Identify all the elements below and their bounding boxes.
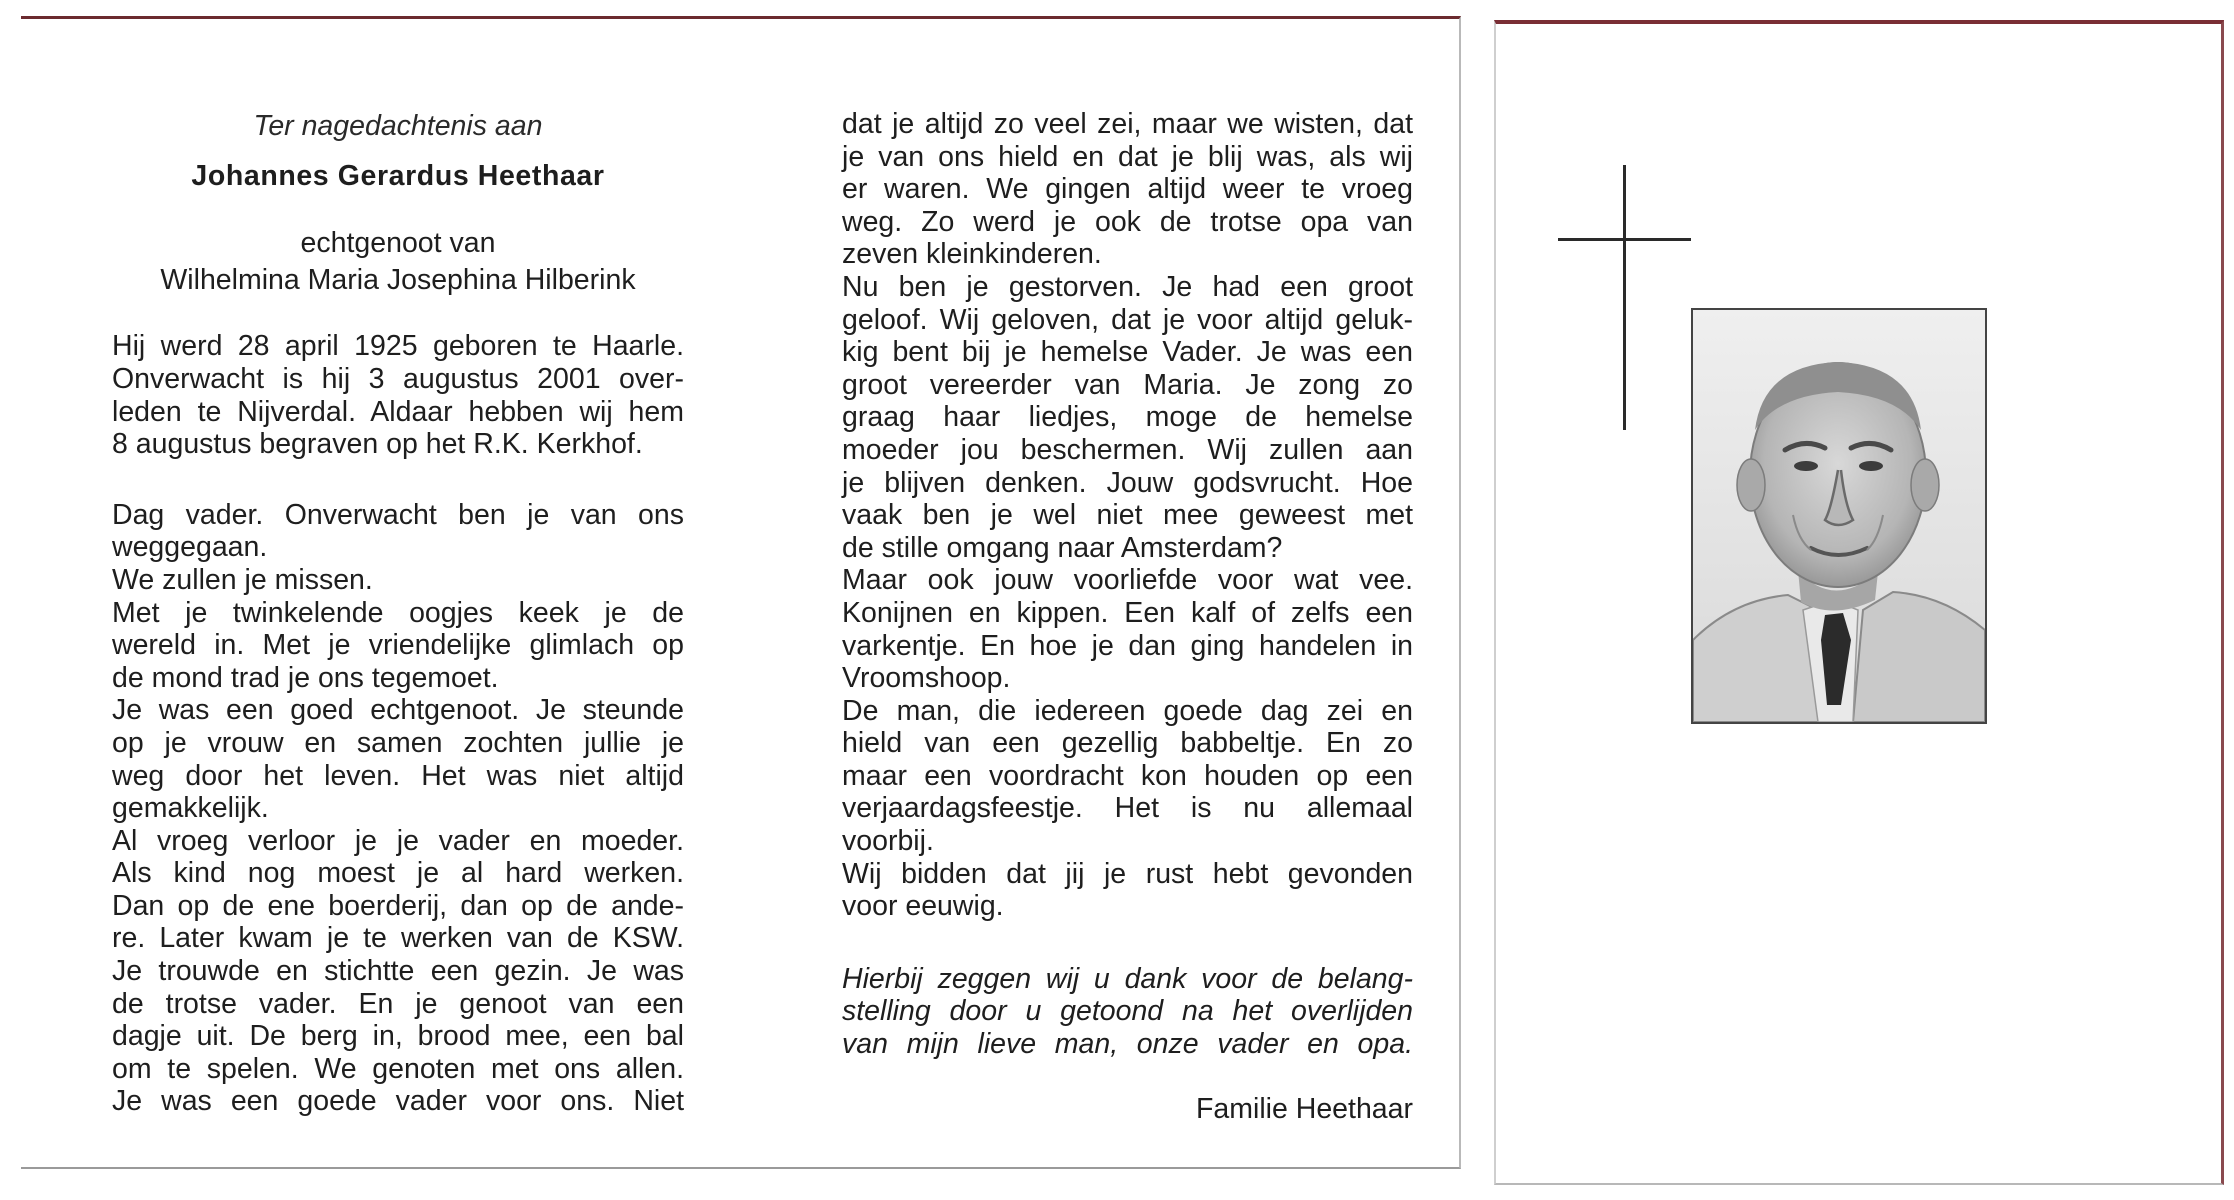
text-line: re. Later kwam je te werken van de KSW. xyxy=(112,922,684,955)
bio-line: Onverwacht is hij 3 augustus 2001 over- xyxy=(112,362,684,395)
intro-line: Ter nagedachtenis aan xyxy=(253,110,543,142)
text-line: weg. Zo werd je ook de trotse opa van xyxy=(842,205,1413,238)
text-line: Je was een goede vader voor ons. Niet xyxy=(112,1085,684,1118)
text-line: de trotse vader. En je genoot van een xyxy=(112,987,684,1020)
text-line: Wij bidden dat jij je rust hebt gevonden xyxy=(842,857,1413,890)
tribute-text-right xyxy=(842,108,1413,923)
text-line: graag haar liedjes, moge de hemelse xyxy=(842,401,1413,434)
thanks-line: van mijn lieve man, onze vader en opa. xyxy=(842,1028,1413,1061)
text-line: er waren. We gingen altijd weer te vroeg xyxy=(842,173,1413,206)
text-line: weg door het leven. Het was niet altijd xyxy=(112,759,684,792)
text-line: groot vereerder van Maria. Je zong zo xyxy=(842,368,1413,401)
text-line: weggegaan. xyxy=(112,531,268,564)
spouse-intro: echtgenoot van xyxy=(300,227,496,260)
text-line: geloof. Wij geloven, dat je voor altijd geluk- xyxy=(842,303,1413,336)
text-line: voor eeuwig. xyxy=(842,890,1004,923)
left-text-column xyxy=(112,110,684,1118)
text-line: gemakkelijk. xyxy=(112,792,269,825)
text-line: Vroomshoop. xyxy=(842,662,1011,695)
thanks-line: stelling door u getoond na het overlijden xyxy=(842,995,1413,1028)
text-line: Konijnen en kippen. Een kalf of zelfs een xyxy=(842,596,1413,629)
bio-line: 8 augustus begraven op het R.K. Kerkhof. xyxy=(112,428,643,461)
thanks-line: Hierbij zeggen wij u dank voor de belang- xyxy=(842,962,1413,995)
spouse-name: Wilhelmina Maria Josephina Hilberink xyxy=(160,263,636,296)
text-line: Je was een goed echtgenoot. Je steunde xyxy=(112,694,684,727)
portrait-photo xyxy=(1691,308,1987,724)
text-line: zeven kleinkinderen. xyxy=(842,238,1102,271)
text-line: Al vroeg verloor je je vader en moeder. xyxy=(112,824,684,857)
text-line: verjaardagsfeestje. Het is nu allemaal xyxy=(842,792,1413,825)
bio-line: leden te Nijverdal. Aldaar hebben wij hem xyxy=(112,395,684,428)
text-line: De man, die iedereen goede dag zei en xyxy=(842,694,1413,727)
deceased-name: Johannes Gerardus Heethaar xyxy=(191,159,605,192)
text-line: Nu ben je gestorven. Je had een groot xyxy=(842,270,1413,303)
text-line: wereld in. Met je vriendelijke glimlach op xyxy=(112,629,684,662)
tribute-text-left xyxy=(112,499,684,1118)
bio-line: Hij werd 28 april 1925 geboren te Haarle. xyxy=(112,330,684,363)
text-line: Met je twinkelende oogjes keek je de xyxy=(112,596,684,629)
text-line: Als kind nog moest je al hard werken. xyxy=(112,857,684,890)
cross-horizontal-bar xyxy=(1558,238,1691,241)
text-line: We zullen je missen. xyxy=(112,563,373,596)
text-line: varkentje. En hoe je dan ging handelen in xyxy=(842,629,1413,662)
text-line: de mond trad je ons tegemoet. xyxy=(112,661,499,694)
right-text-column xyxy=(842,108,1413,1125)
cross-vertical-bar xyxy=(1623,165,1626,430)
text-line: je blijven denken. Jouw godsvrucht. Hoe xyxy=(842,466,1413,499)
portrait-illustration xyxy=(1693,310,1985,722)
text-line: dagje uit. De berg in, brood mee, een bal xyxy=(112,1020,684,1053)
text-line: Dag vader. Onverwacht ben je van ons xyxy=(112,498,684,531)
family-signature: Familie Heethaar xyxy=(1195,1092,1413,1125)
text-line: kig bent bij je hemelse Vader. Je was een xyxy=(842,336,1413,369)
text-line: op je vrouw en samen zochten jullie je xyxy=(112,726,684,759)
text-line: Je trouwde en stichtte een gezin. Je was xyxy=(112,955,684,988)
text-line: vaak ben je wel niet mee geweest met xyxy=(842,499,1413,532)
text-line: je van ons hield en dat je blij was, als wij xyxy=(842,140,1413,173)
text-line: Dan op de ene boerderij, dan op de ande- xyxy=(112,889,684,922)
text-line: om te spelen. We genoten met ons allen. xyxy=(112,1052,684,1085)
biography xyxy=(112,330,684,460)
thanks-message xyxy=(842,963,1413,1061)
text-line: voorbij. xyxy=(842,825,934,858)
text-line: Maar ook jouw voorliefde voor wat vee. xyxy=(842,564,1413,597)
text-line: maar een voordracht kon houden op een xyxy=(842,759,1413,792)
text-line: de stille omgang naar Amsterdam? xyxy=(842,531,1283,564)
text-line: hield van een gezellig babbeltje. En zo xyxy=(842,727,1413,760)
text-line: dat je altijd zo veel zei, maar we wisten, dat xyxy=(842,108,1413,140)
text-line: moeder jou beschermen. Wij zullen aan xyxy=(842,433,1413,466)
